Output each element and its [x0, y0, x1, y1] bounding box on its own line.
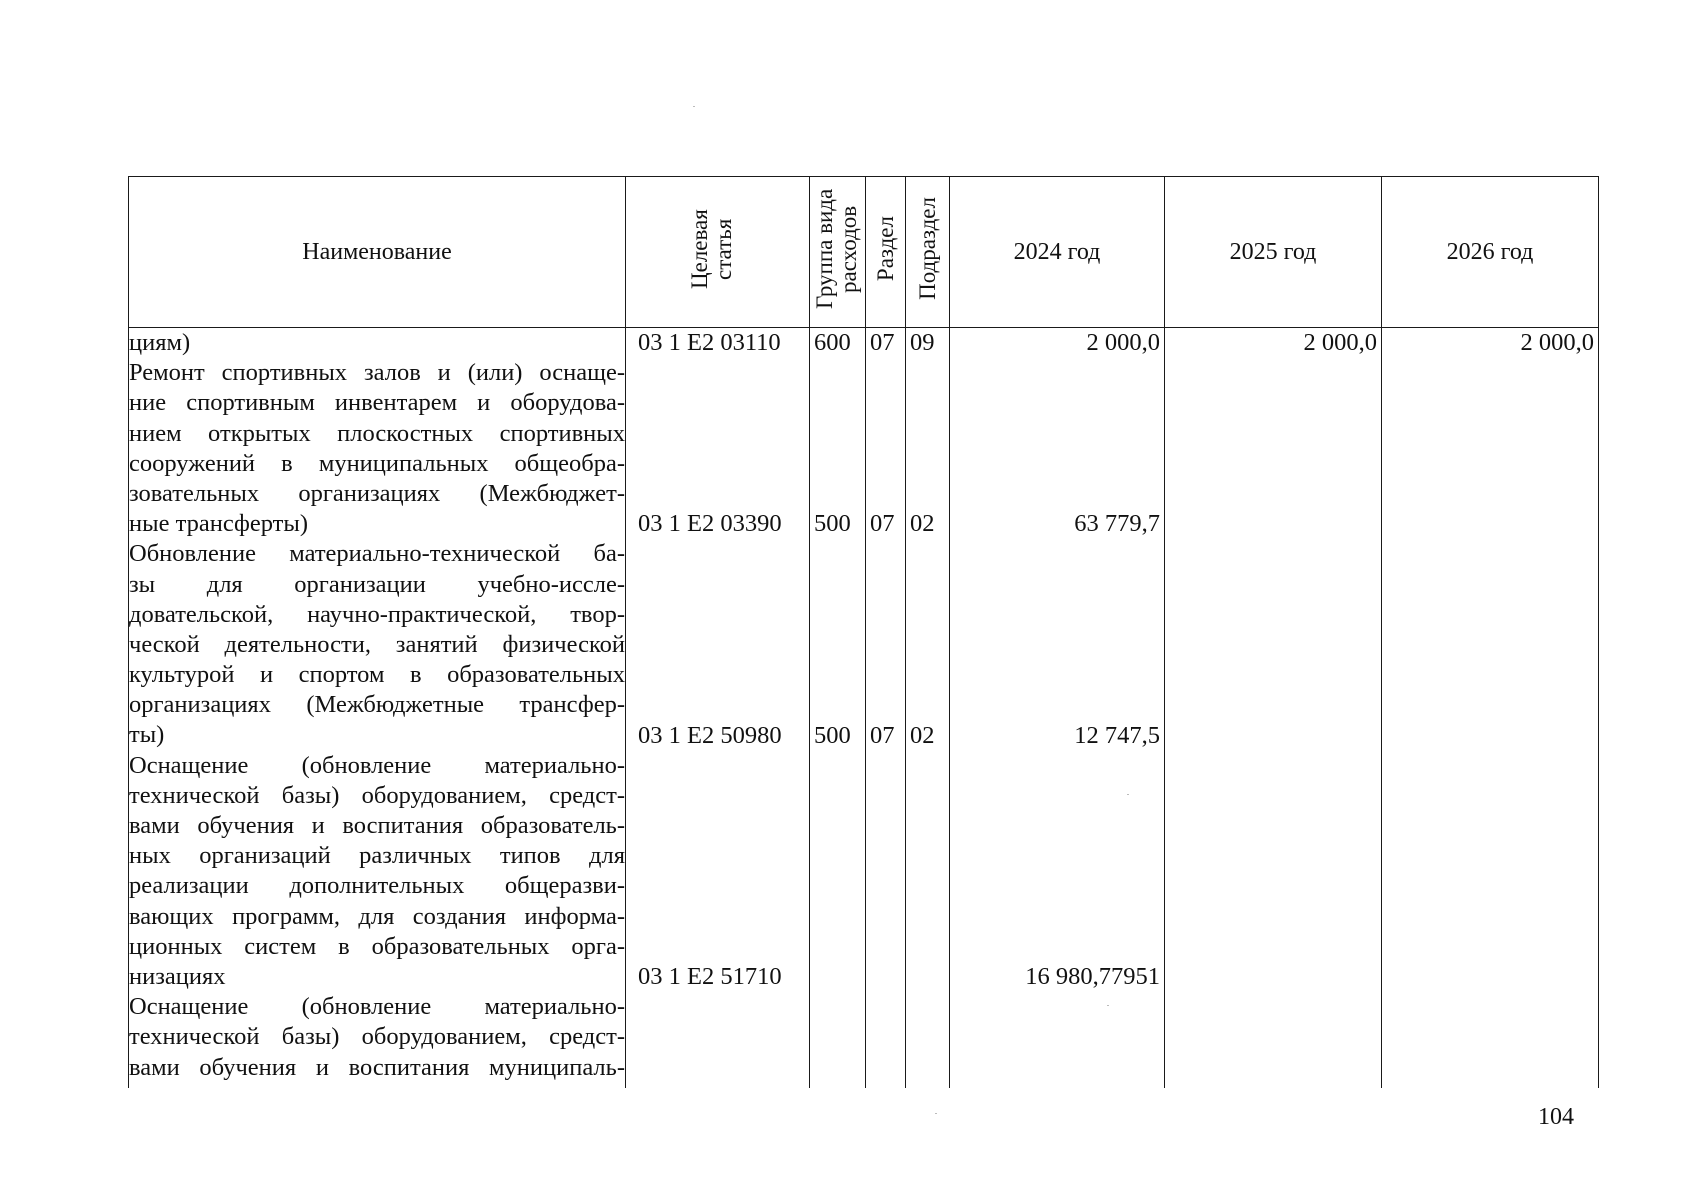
section-cell — [866, 328, 906, 1089]
name-line: технической базы) оборудованием, средст- — [129, 1023, 625, 1051]
amount-2024: 2 000,0 — [1086, 329, 1160, 356]
name-line: ные трансферты) — [129, 510, 308, 538]
scan-speck — [1107, 1005, 1109, 1006]
scan-speck — [935, 1113, 937, 1114]
header-expense-group: Группа вида расходов — [810, 177, 866, 328]
name-line: ных организаций различных типов для — [129, 842, 625, 870]
group-value: 600 — [814, 329, 851, 356]
budget-table — [128, 176, 1599, 1088]
name-line: зовательных организациях (Межбюджет- — [129, 479, 625, 507]
name-line: циям) — [129, 329, 191, 356]
name-line: вами обучения и воспитания образователь- — [129, 812, 625, 839]
name-line: Ремонт спортивных залов и (или) оснаще- — [129, 359, 625, 387]
name-line: зы для организации учебно-иссле- — [129, 570, 625, 598]
code-value: 03 1 E2 50980 — [638, 721, 782, 749]
name-line: Оснащение (обновление материально- — [129, 993, 625, 1021]
scan-speck — [1127, 794, 1129, 795]
name-line: ние спортивным инвентарем и оборудова- — [129, 389, 625, 417]
page-number: 104 — [1538, 1104, 1574, 1130]
name-text — [129, 328, 625, 1083]
section-value: 07 — [870, 510, 895, 538]
name-line: сооружений в муниципальных общеобра- — [129, 449, 625, 477]
y2024-cell — [950, 328, 1165, 1089]
name-line: технической базы) оборудованием, средст- — [129, 781, 625, 809]
header-subsection: Подраздел — [906, 177, 950, 328]
amount-2024: 16 980,77951 — [1025, 963, 1160, 991]
code-value: 03 1 E2 03110 — [638, 329, 781, 356]
name-line: ционных систем в образовательных орга- — [129, 932, 625, 960]
table-header — [129, 177, 1599, 328]
header-target-article: Целевая статья — [626, 177, 810, 328]
name-line: ты) — [129, 721, 165, 749]
table-body-row — [129, 328, 1599, 1089]
name-line: вающих программ, для создания информа- — [129, 902, 625, 930]
header-2025: 2025 год — [1165, 177, 1382, 328]
code-value: 03 1 E2 51710 — [638, 963, 782, 991]
scan-speck — [693, 106, 695, 107]
name-line: ческой деятельности, занятий физической — [129, 630, 625, 658]
y2026-cell — [1382, 328, 1599, 1089]
header-2026: 2026 год — [1382, 177, 1599, 328]
amount-2025: 2 000,0 — [1303, 329, 1377, 356]
name-line: нием открытых плоскостных спортивных — [129, 419, 625, 447]
group-value: 500 — [814, 510, 851, 538]
name-cell — [129, 328, 626, 1089]
name-line: культурой и спортом в образовательных — [129, 661, 625, 689]
section-value: 07 — [870, 329, 895, 356]
subsection-cell — [906, 328, 950, 1089]
subsection-value: 02 — [910, 721, 935, 749]
amount-2026: 2 000,0 — [1520, 329, 1594, 356]
name-line: организациях (Межбюджетные трансфер- — [129, 691, 625, 719]
subsection-value: 02 — [910, 510, 935, 538]
name-line: Обновление материально-технической ба- — [129, 540, 625, 568]
group-cell — [810, 328, 866, 1089]
amount-2024: 12 747,5 — [1074, 721, 1160, 749]
amount-2024: 63 779,7 — [1074, 510, 1160, 538]
section-value: 07 — [870, 721, 895, 749]
name-line: Оснащение (обновление материально- — [129, 751, 625, 779]
header-section: Раздел — [866, 177, 906, 328]
group-value: 500 — [814, 721, 851, 749]
header-2024: 2024 год — [950, 177, 1165, 328]
header-name: Наименование — [129, 177, 626, 328]
name-line: реализации дополнительных общеразви- — [129, 872, 625, 900]
code-cell — [626, 328, 810, 1089]
name-line: довательской, научно-практической, твор- — [129, 600, 625, 628]
code-value: 03 1 E2 03390 — [638, 510, 782, 538]
name-line: вами обучения и воспитания муниципаль- — [129, 1053, 625, 1081]
y2025-cell — [1165, 328, 1382, 1089]
subsection-value: 09 — [910, 329, 935, 356]
name-line: низациях — [129, 962, 226, 990]
